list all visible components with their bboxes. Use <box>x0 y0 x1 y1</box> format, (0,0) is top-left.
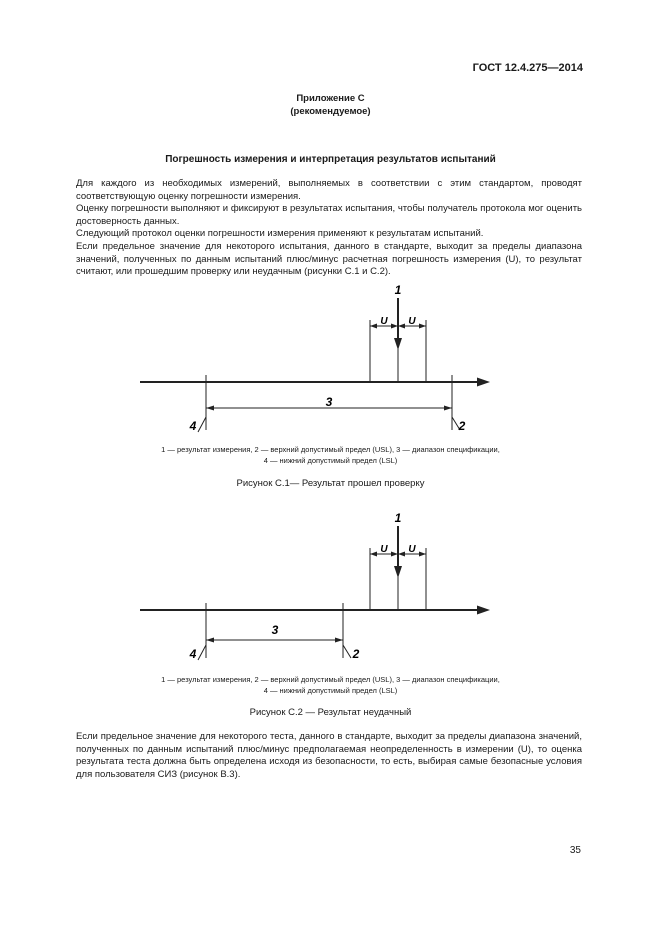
u-arrow-mid-right-icon <box>398 324 405 329</box>
annex-subtitle: (рекомендуемое) <box>290 106 371 117</box>
result-arrow-icon <box>394 338 402 350</box>
figure-1-legend <box>0 444 661 466</box>
label-3: 3 <box>271 623 279 637</box>
closing-text <box>76 731 582 781</box>
page-number: 35 <box>569 845 581 856</box>
label-2: 2 <box>352 647 360 661</box>
intro-text <box>76 178 582 279</box>
paragraph-1: Для каждого из необходимых измерений, выполняемых в соответствии с этим стандартом, проводят соответствующую оценку погрешности измерения. <box>76 178 582 202</box>
paragraph-3: Следующий протокол оценки погрешности измерения применяют к результатам испытаний. <box>76 228 484 240</box>
leader-4 <box>198 417 206 432</box>
u-arrow-left-icon <box>370 552 377 557</box>
figure-1-diagram <box>0 280 661 440</box>
label-2: 2 <box>458 419 466 433</box>
label-3: 3 <box>325 395 333 409</box>
label-4: 4 <box>189 647 197 661</box>
closing-paragraph: Если предельное значение для некоторого теста, данного в стандарте, выходит за пределы диапазона значений, полученных по данным испытаний плюс/минус предполагаемая неопределенность в измерении (U), то оценка результата теста должна быть определена исходя из безопасности, то есть, выбирая самые безопасные условия для пользователя СИЗ (рисунок В.3). <box>76 731 582 780</box>
label-4: 4 <box>189 419 197 433</box>
label-u-left: U <box>380 544 388 555</box>
legend-line-2: 4 — нижний допустимый предел (LSL) <box>263 686 398 695</box>
legend-line-2: 4 — нижний допустимый предел (LSL) <box>263 456 398 465</box>
annex-title: Приложение С <box>296 93 365 104</box>
range-arrow-right-icon <box>335 638 343 643</box>
standard-code: ГОСТ 12.4.275—2014 <box>472 62 583 74</box>
legend-line-1: 1 — результат измерения, 2 — верхний допустимый предел (USL), 3 — диапазон спецификации, <box>161 675 500 684</box>
axis-arrow-icon <box>477 378 490 387</box>
label-1: 1 <box>394 283 402 297</box>
u-arrow-mid-left-icon <box>391 324 398 329</box>
figure-2-diagram <box>0 508 661 668</box>
u-arrow-left-icon <box>370 324 377 329</box>
leader-2 <box>343 645 351 658</box>
label-u-right: U <box>408 316 416 327</box>
u-arrow-mid-left-icon <box>391 552 398 557</box>
paragraph-2: Оценку погрешности выполняют и фиксируют в результатах испытания, чтобы получатель протокола мог оценить достоверность данных. <box>76 203 582 227</box>
u-arrow-right-icon <box>419 324 426 329</box>
figure-2-legend <box>0 674 661 696</box>
range-arrow-left-icon <box>206 638 214 643</box>
leader-4 <box>198 645 206 660</box>
label-1: 1 <box>394 511 402 525</box>
range-arrow-left-icon <box>206 406 214 411</box>
u-arrow-mid-right-icon <box>398 552 405 557</box>
u-arrow-right-icon <box>419 552 426 557</box>
axis-arrow-icon <box>477 606 490 615</box>
label-u-left: U <box>380 316 388 327</box>
figure-2-caption: Рисунок С.2 — Результат неудачный <box>249 707 412 718</box>
section-title: Погрешность измерения и интерпретация результатов испытаний <box>165 154 496 165</box>
label-u-right: U <box>408 544 416 555</box>
legend-line-1: 1 — результат измерения, 2 — верхний допустимый предел (USL), 3 — диапазон спецификации, <box>161 445 500 454</box>
range-arrow-right-icon <box>444 406 452 411</box>
result-arrow-icon <box>394 566 402 578</box>
annex-heading <box>0 92 661 118</box>
paragraph-4: Если предельное значение для некоторого испытания, данного в стандарте, выходит за пределы диапазона значений, полученных по данным испытаний плюс/минус расчетная погрешность измерения (U), то результат считают, или прошедшим проверку или неудачным (рисунки С.1 и С.2). <box>76 240 582 278</box>
figure-1-caption: Рисунок С.1— Результат прошел проверку <box>236 478 425 489</box>
